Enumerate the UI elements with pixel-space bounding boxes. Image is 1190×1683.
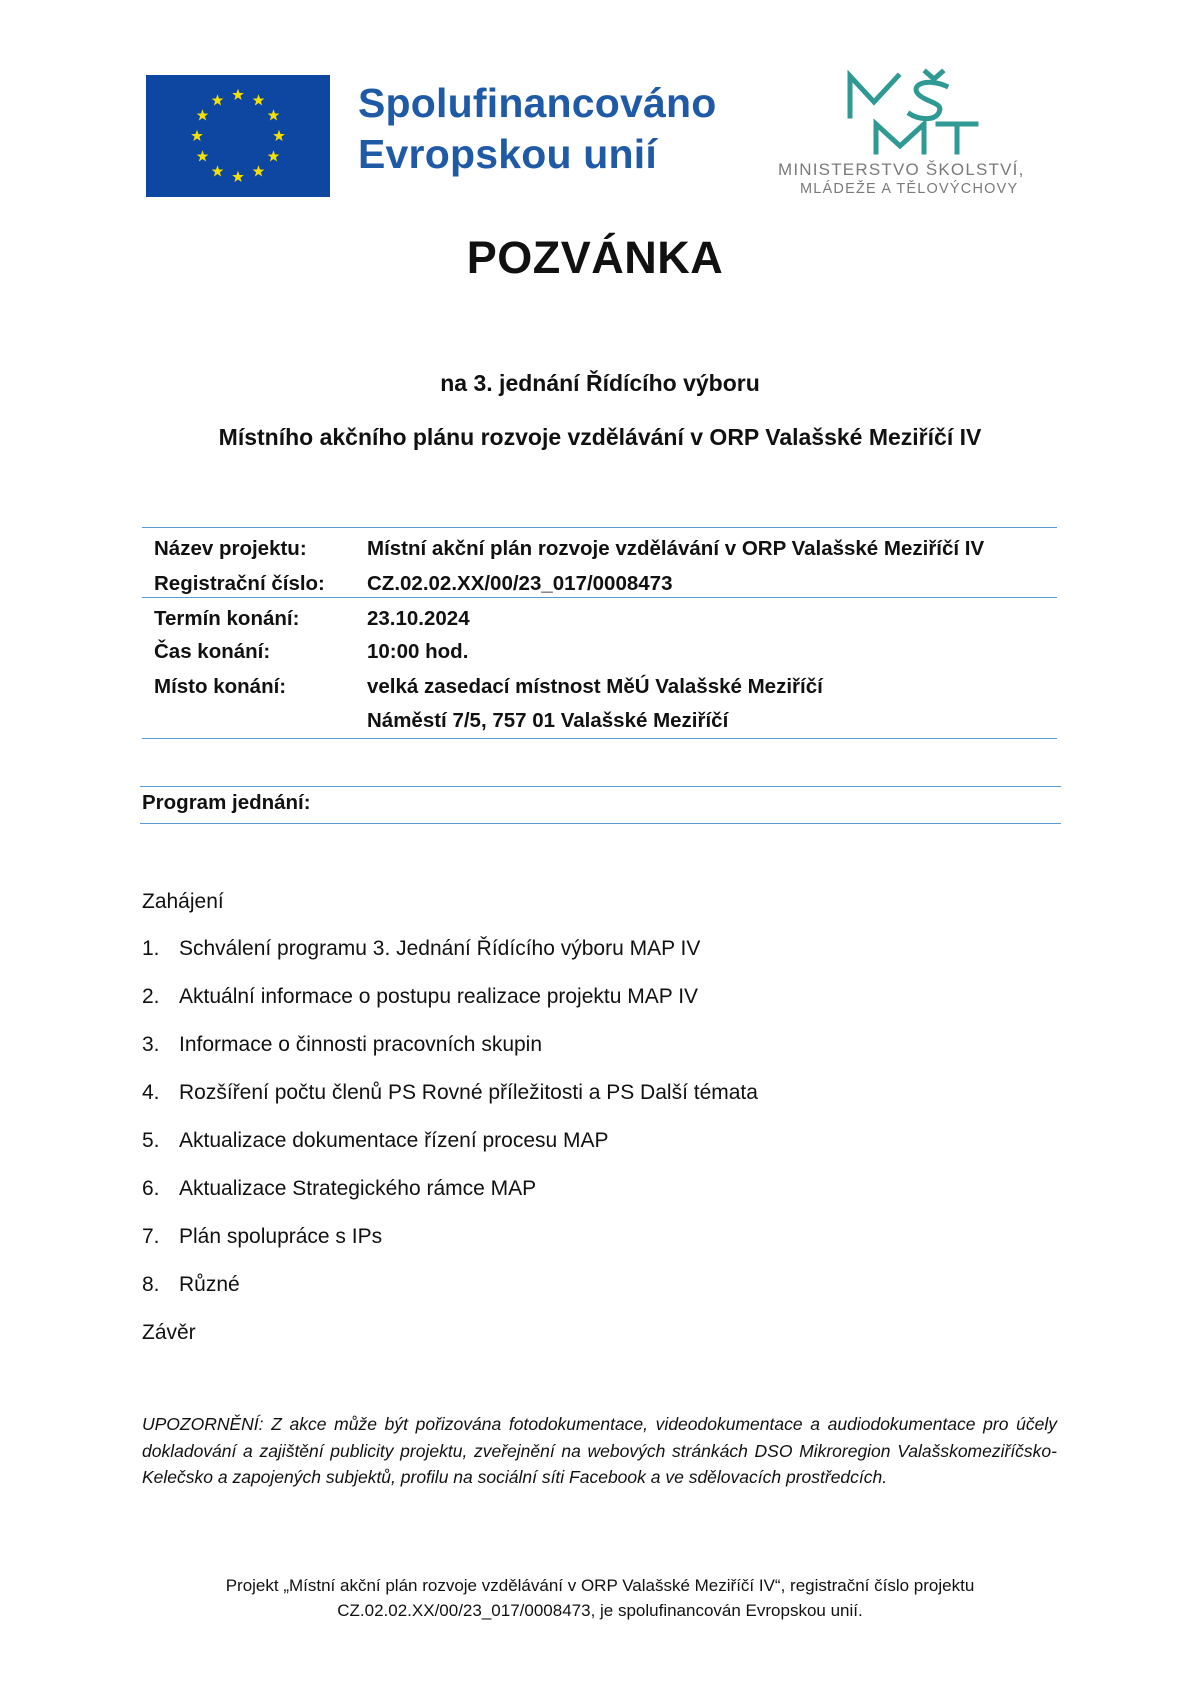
project-name-label: Název projektu: [154, 537, 307, 560]
eu-cofinanced-text [358, 78, 717, 180]
eu-text-line1: Spolufinancováno [358, 80, 717, 126]
place-value-line1: velká zasedací místnost MěÚ Valašské Meziříčí [367, 675, 823, 698]
page-title: POZVÁNKA [466, 232, 724, 283]
agenda-item [142, 985, 698, 1009]
info-divider-bottom [142, 738, 1057, 739]
program-divider-top [140, 786, 1061, 787]
info-divider-middle [142, 597, 1057, 598]
agenda-item-number: 1. [142, 937, 160, 960]
agenda-item-number: 7. [142, 1225, 160, 1248]
place-value-line2: Náměstí 7/5, 757 01 Valašské Meziříčí [367, 709, 729, 732]
agenda-item [142, 1177, 536, 1201]
program-divider-bottom [140, 823, 1061, 824]
footer-line2: CZ.02.02.XX/00/23_017/0008473, je spolufinancován Evropskou unií. [337, 1601, 863, 1620]
agenda-item-text: Aktualizace Strategického rámce MAP [179, 1177, 537, 1200]
notice-paragraph: UPOZORNĚNÍ: Z akce může být pořizována fotodokumentace, videodokumentace a audiodokumentace pro účely dokladování a zajištění publicity projektu, zveřejnění na webových stránkách DSO Mikroregion Valašskomeziříčsko-Kelečsko a zapojených subjektů, profilu na sociální síti Facebook a ve sdělovacích prostředcích. [142, 1414, 1057, 1487]
date-value: 23.10.2024 [367, 607, 470, 630]
agenda-item [142, 1129, 609, 1153]
agenda-item [142, 937, 700, 961]
agenda-closing: Závěr [142, 1321, 196, 1344]
agenda-item-number: 8. [142, 1273, 160, 1296]
time-value: 10:00 hod. [367, 640, 469, 663]
agenda-item-number: 3. [142, 1033, 160, 1056]
msmt-logo [778, 68, 1048, 208]
agenda-item [142, 1033, 542, 1057]
registration-label: Registrační číslo: [154, 572, 325, 595]
date-label: Termín konání: [154, 607, 300, 630]
agenda-item-text: Různé [179, 1273, 240, 1296]
agenda-opening: Zahájení [142, 890, 224, 913]
eu-text-line2: Evropskou unií [358, 131, 657, 177]
agenda-item-number: 5. [142, 1129, 160, 1152]
info-divider-top [142, 527, 1057, 528]
agenda-item-text: Aktualizace dokumentace řízení procesu MAP [179, 1129, 609, 1152]
agenda-item [142, 1081, 758, 1105]
place-label: Místo konání: [154, 675, 287, 698]
eu-flag-logo [146, 75, 330, 197]
eu-stars-icon [146, 75, 330, 197]
time-label: Čas konání: [154, 640, 271, 663]
agenda-item-number: 6. [142, 1177, 160, 1200]
agenda-item [142, 1273, 240, 1297]
subtitle-meeting: na 3. jednání Řídícího výboru [440, 370, 760, 396]
project-name-value: Místní akční plán rozvoje vzdělávání v ORP Valašské Meziříčí IV [367, 537, 985, 560]
agenda-item-number: 4. [142, 1081, 160, 1104]
footer [0, 1573, 1190, 1623]
subtitle-plan: Místního akčního plánu rozvoje vzdělávání v ORP Valašské Meziříčí IV [218, 424, 982, 450]
footer-line1: Projekt „Místní akční plán rozvoje vzdělávání v ORP Valašské Meziříčí IV“, registrační číslo projektu [225, 1576, 975, 1595]
agenda-item-number: 2. [142, 985, 160, 1008]
agenda-item-text: Plán spolupráce s IPs [179, 1225, 383, 1248]
agenda-item-text: Schválení programu 3. Jednání Řídícího výboru MAP IV [179, 937, 701, 960]
agenda-item-text: Aktuální informace o postupu realizace projektu MAP IV [179, 985, 699, 1008]
agenda-item [142, 1225, 382, 1249]
agenda-item-text: Informace o činnosti pracovních skupin [179, 1033, 543, 1056]
agenda-item-text: Rozšíření počtu členů PS Rovné příležitosti a PS Další témata [179, 1081, 758, 1104]
msmt-name-line2: MLÁDEŽE A TĚLOVÝCHOVY [800, 181, 1019, 197]
registration-value: CZ.02.02.XX/00/23_017/0008473 [367, 572, 673, 595]
msmt-monogram-icon [778, 68, 1048, 158]
program-heading: Program jednání: [142, 791, 311, 814]
msmt-name-line1: MINISTERSTVO ŠKOLSTVÍ, [778, 160, 1025, 179]
